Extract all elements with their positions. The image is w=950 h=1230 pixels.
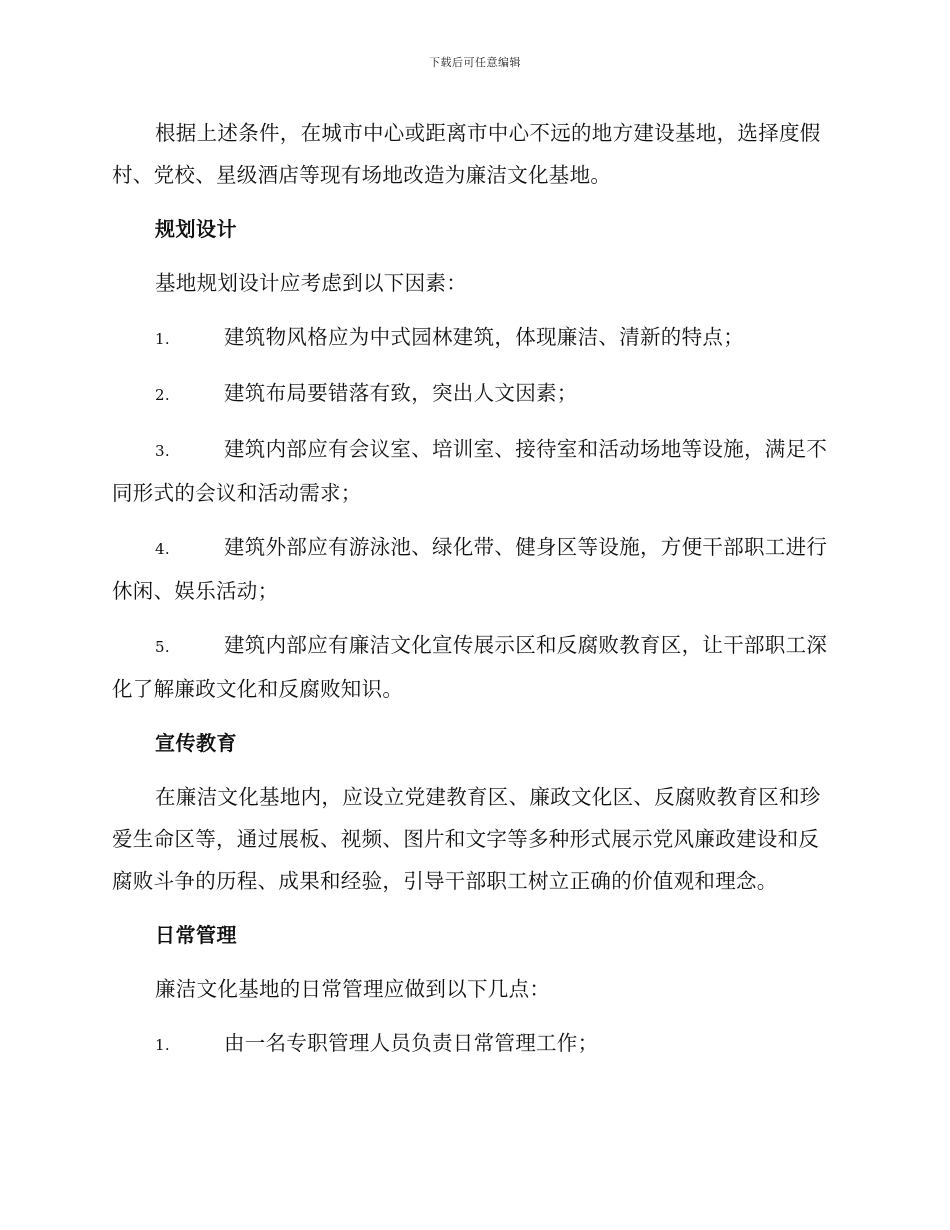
list-text: 建筑布局要错落有致，突出人文因素； — [224, 381, 578, 405]
list-number: 1. — [155, 1036, 170, 1054]
list-text: 由一名专职管理人员负责日常管理工作； — [224, 1031, 599, 1055]
section-heading-education: 宣传教育 — [155, 731, 237, 755]
page-header: 下载后可任意编辑 — [429, 56, 521, 69]
list-number: 5. — [155, 638, 170, 656]
list-item — [112, 1022, 834, 1066]
planning-lead: 基地规划设计应考虑到以下因素： — [155, 271, 467, 295]
list-item — [112, 526, 834, 612]
education-paragraph: 在廉洁文化基地内，应设立党建教育区、廉政文化区、反腐败教育区和珍爱生命区等，通过展板、视频、图片和文字等多种形式展示党风廉政建设和反腐败斗争的历程、成果和经验，引导干部职工树立正确的价值观和理念。 — [112, 785, 821, 893]
list-text: 建筑物风格应为中式园林建筑，体现廉洁、清新的特点； — [224, 325, 744, 349]
list-number: 4. — [155, 540, 170, 558]
list-item — [112, 428, 834, 514]
document-body — [112, 112, 834, 1078]
list-item — [112, 316, 834, 360]
list-item — [112, 624, 834, 710]
management-lead: 廉洁文化基地的日常管理应做到以下几点： — [155, 977, 551, 1001]
section-heading-planning: 规划设计 — [155, 217, 237, 241]
list-number: 2. — [155, 386, 170, 404]
list-text: 建筑外部应有游泳池、绿化带、健身区等设施，方便干部职工进行休闲、娱乐活动； — [112, 535, 828, 603]
list-item — [112, 372, 834, 416]
list-text: 建筑内部应有会议室、培训室、接待室和活动场地等设施，满足不同形式的会议和活动需求； — [112, 437, 828, 505]
list-number: 1. — [155, 330, 170, 348]
intro-paragraph: 根据上述条件，在城市中心或距离市中心不远的地方建设基地，选择度假村、党校、星级酒店等现有场地改造为廉洁文化基地。 — [112, 121, 821, 187]
list-text: 建筑内部应有廉洁文化宣传展示区和反腐败教育区，让干部职工深化了解廉政文化和反腐败知识。 — [112, 633, 828, 701]
section-heading-management: 日常管理 — [155, 923, 237, 947]
list-number: 3. — [155, 442, 170, 460]
